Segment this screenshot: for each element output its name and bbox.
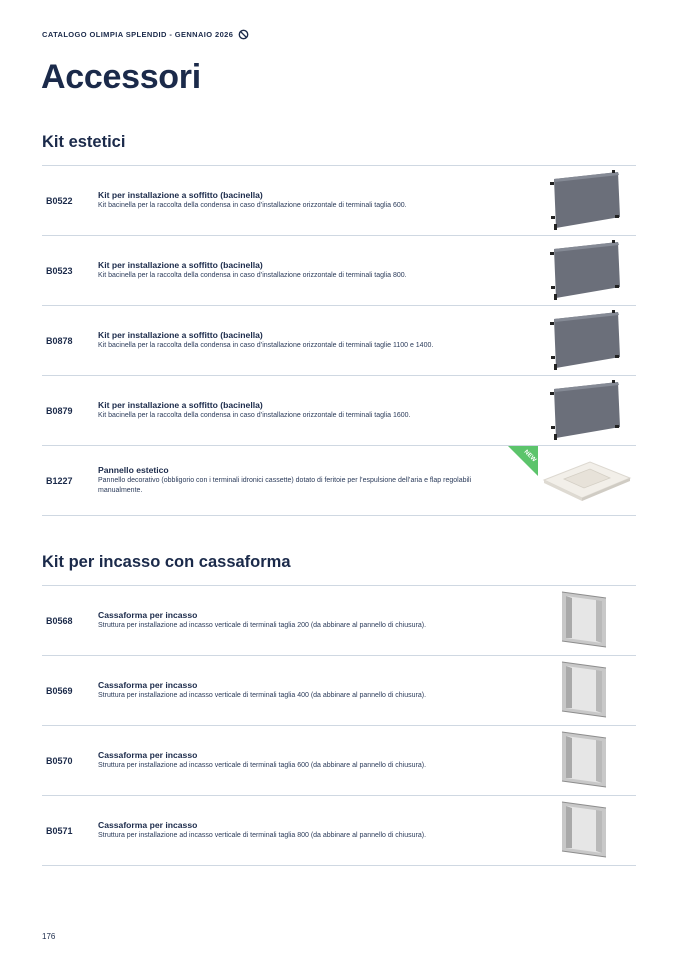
product-description-block <box>98 796 490 865</box>
table-row <box>42 305 636 375</box>
product-code: B0878 <box>46 335 73 346</box>
product-name: Cassaforma per incasso <box>98 680 198 690</box>
product-description: Struttura per installazione ad incasso verticale di terminali taglia 600 (da abbinare al pannello di chiusura). <box>98 762 427 769</box>
section-title-kit-incasso: Kit per incasso con cassaforma <box>42 553 291 571</box>
product-name: Kit per installazione a soffitto (bacinella) <box>98 400 263 410</box>
recess-box-image <box>558 729 612 791</box>
no-symbol-icon <box>238 29 249 40</box>
page-title: Accessori <box>41 58 201 96</box>
product-description-block <box>98 376 490 445</box>
recess-box-image <box>558 589 612 651</box>
product-code: B0522 <box>46 195 73 206</box>
drip-tray-image <box>546 239 626 303</box>
table-row <box>42 445 636 516</box>
product-code: B0571 <box>46 825 73 836</box>
kit-estetici-table <box>42 165 636 516</box>
table-row <box>42 725 636 795</box>
table-row <box>42 795 636 866</box>
table-row <box>42 235 636 305</box>
product-code: B0568 <box>46 615 73 626</box>
cassette-panel-image <box>540 456 632 506</box>
product-description: Kit bacinella per la raccolta della condensa in caso d’installazione orizzontale di terminali taglie 1100 e 1400. <box>98 342 434 349</box>
product-description: Kit bacinella per la raccolta della condensa in caso d’installazione orizzontale di terminali taglia 600. <box>98 202 407 209</box>
new-badge-label: NEW <box>522 449 537 464</box>
product-description: Pannello decorativo (obbligorio con i terminali idronici cassette) dotato di feritoie per l’espulsione dell’aria e flap regolabili manualmente. <box>98 477 472 494</box>
new-badge <box>508 446 538 476</box>
product-code: B0523 <box>46 265 73 276</box>
product-code: B0569 <box>46 685 73 696</box>
table-row <box>42 585 636 655</box>
product-code: B0570 <box>46 755 73 766</box>
page-number: 176 <box>42 932 56 941</box>
table-row <box>42 655 636 725</box>
product-name: Kit per installazione a soffitto (bacinella) <box>98 330 263 340</box>
section-title-kit-estetici: Kit estetici <box>42 133 126 151</box>
table-row <box>42 375 636 445</box>
product-description-block <box>98 166 490 235</box>
product-description-block <box>98 726 490 795</box>
product-description: Kit bacinella per la raccolta della condensa in caso d’installazione orizzontale di terminali taglia 1600. <box>98 412 411 419</box>
product-code: B1227 <box>46 475 73 486</box>
product-description: Kit bacinella per la raccolta della condensa in caso d’installazione orizzontale di terminali taglia 800. <box>98 272 407 279</box>
product-name: Cassaforma per incasso <box>98 750 198 760</box>
product-code: B0879 <box>46 405 73 416</box>
product-description: Struttura per installazione ad incasso verticale di terminali taglia 200 (da abbinare al pannello di chiusura). <box>98 622 427 629</box>
product-description-block <box>98 306 490 375</box>
product-description-block <box>98 236 490 305</box>
drip-tray-image <box>546 379 626 443</box>
recess-box-image <box>558 799 612 861</box>
product-description: Struttura per installazione ad incasso verticale di terminali taglia 400 (da abbinare al pannello di chiusura). <box>98 692 427 699</box>
product-description-block <box>98 656 490 725</box>
kit-incasso-table <box>42 585 636 866</box>
product-name: Kit per installazione a soffitto (bacinella) <box>98 260 263 270</box>
product-name: Cassaforma per incasso <box>98 820 198 830</box>
catalog-header <box>42 29 249 40</box>
product-description: Struttura per installazione ad incasso verticale di terminali taglia 800 (da abbinare al pannello di chiusura). <box>98 832 427 839</box>
product-description-block <box>98 446 490 515</box>
recess-box-image <box>558 659 612 721</box>
product-name: Kit per installazione a soffitto (bacinella) <box>98 190 263 200</box>
drip-tray-image <box>546 309 626 373</box>
product-name: Pannello estetico <box>98 465 169 475</box>
product-description-block <box>98 586 490 655</box>
product-name: Cassaforma per incasso <box>98 610 198 620</box>
drip-tray-image <box>546 169 626 233</box>
table-row <box>42 165 636 235</box>
catalog-title: CATALOGO OLIMPIA SPLENDID - GENNAIO 2026 <box>42 30 234 39</box>
